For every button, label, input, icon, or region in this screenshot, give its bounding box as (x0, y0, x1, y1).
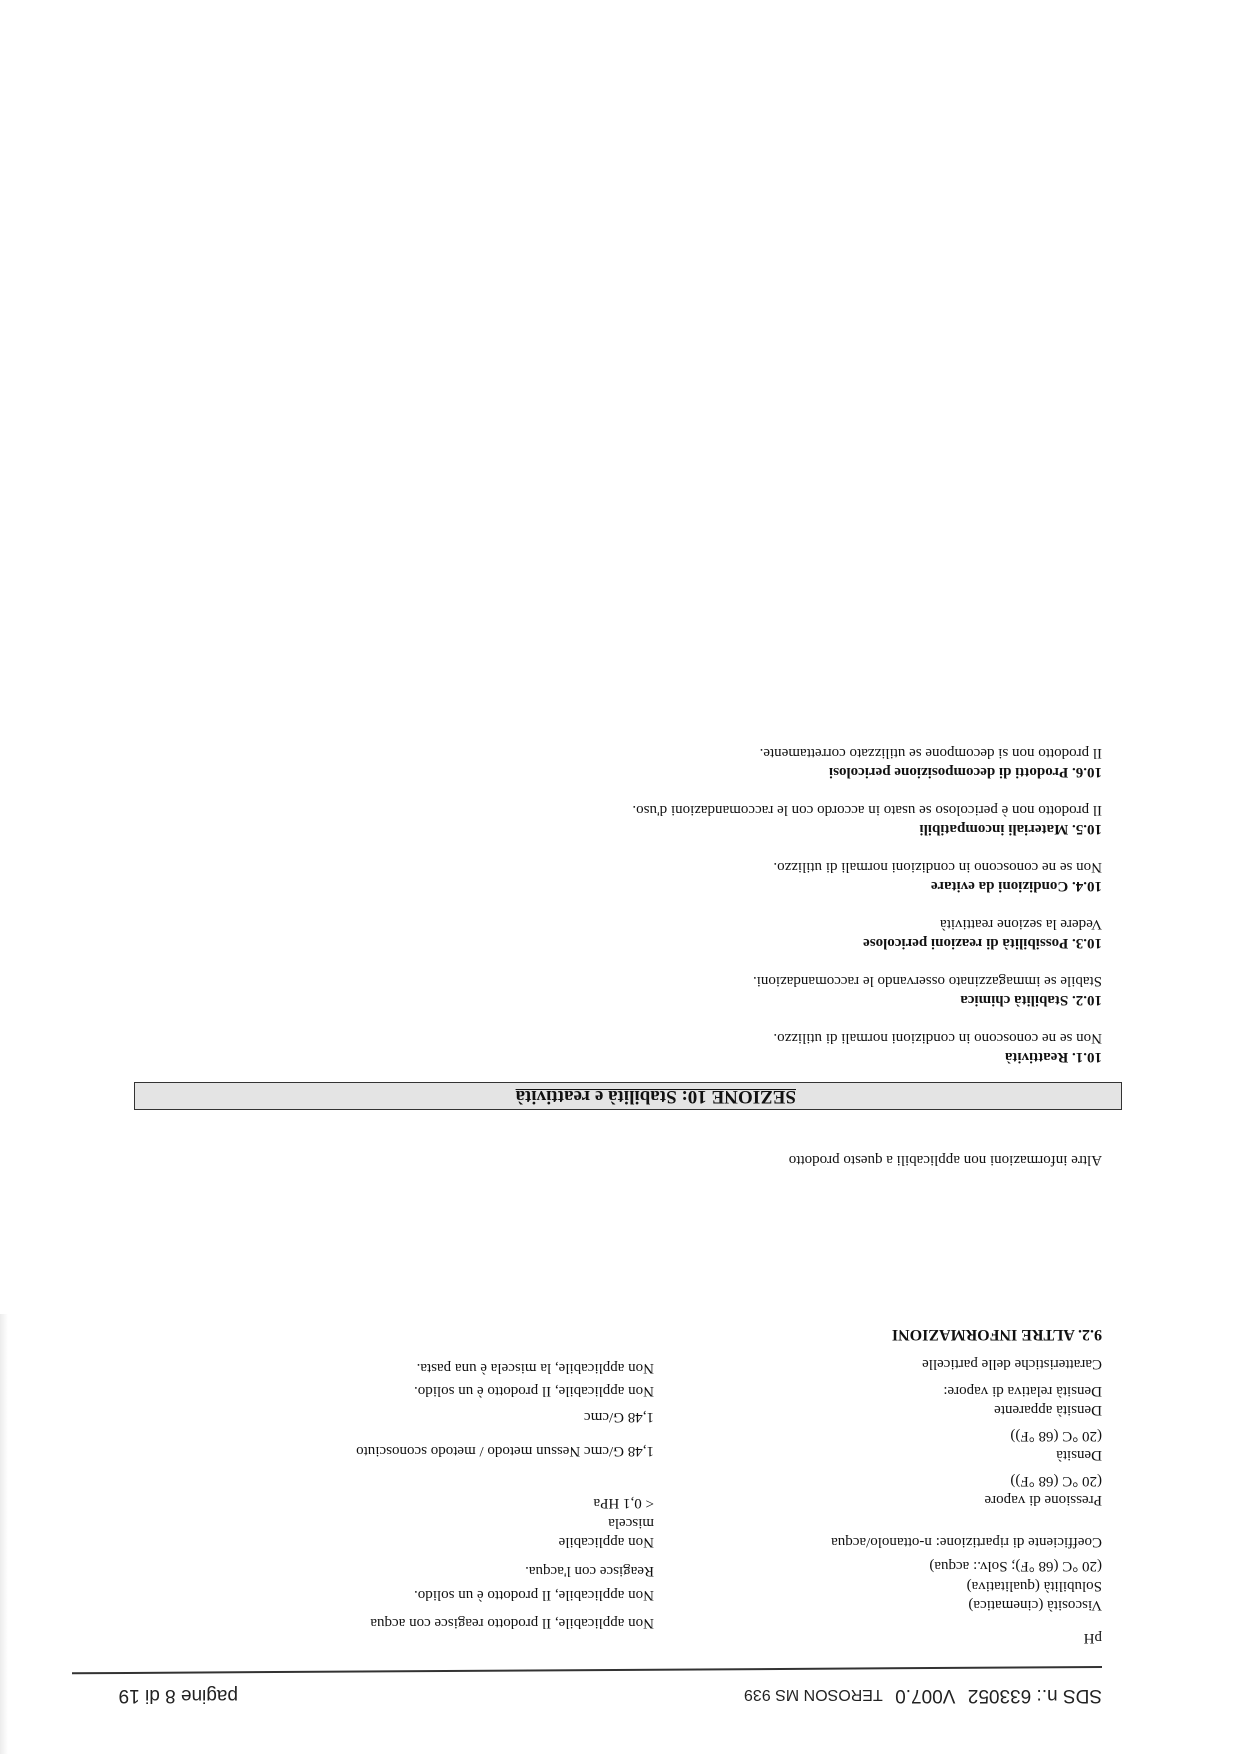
property-label: Caratteristiche delle particelle (922, 1356, 1102, 1372)
document-header (744, 1684, 1102, 1706)
property-value: 1,48 G/cmc (584, 1409, 654, 1425)
property-value: miscela (608, 1515, 654, 1531)
header-rule (72, 1666, 1102, 1674)
property-label: (20 °C (68 °F); Solv.: acqua) (929, 1558, 1102, 1574)
product-name: TEROSON MS 939 (744, 1686, 883, 1703)
section-10-3-heading: 10.3. Possibilità di reazioni pericolose (863, 935, 1102, 951)
property-label: Densità apparente (994, 1402, 1102, 1418)
property-value: Non applicabile, Il prodotto reagisce con acqua (370, 1615, 654, 1631)
property-label: Densità (1056, 1447, 1102, 1463)
property-label: pH (1083, 1630, 1102, 1646)
version: V007.0 (895, 1685, 956, 1706)
property-value: Non applicabile (558, 1534, 654, 1550)
section-10-5-text: Il prodotto non è pericoloso se usato in accordo con le raccomandazioni d'uso. (632, 802, 1102, 818)
property-value: 1,48 G/cmc Nessun metodo / metodo sconosciuto (356, 1443, 654, 1459)
property-value: Non applicabile, Il prodotto è un solido. (414, 1587, 654, 1603)
page-number: pagine 8 di 19 (118, 1685, 238, 1706)
property-label: Pressione di vapore (984, 1492, 1102, 1508)
section-10-4-text: Non se ne conoscono in condizioni normali di utilizzo. (773, 859, 1102, 875)
property-label: Solubilità (qualitativa) (966, 1578, 1102, 1594)
scan-edge-shadow (0, 1314, 8, 1754)
section-10-4-heading: 10.4. Condizioni da evitare (931, 878, 1102, 894)
section-10-1-text: Non se ne conoscono in condizioni normali di utilizzo. (773, 1030, 1102, 1046)
section-10-2-heading: 10.2. Stabilità chimica (960, 992, 1102, 1008)
property-value: Non applicabile, la miscela è una pasta. (416, 1360, 654, 1376)
section-10-1-heading: 10.1. Reattività (1004, 1049, 1102, 1065)
section-10-6-heading: 10.6. Prodotti di decomposizione pericolosi (828, 764, 1102, 780)
property-label: Viscosità (cinematica) (968, 1597, 1102, 1613)
property-label: Densità relativa di vapore: (943, 1383, 1102, 1399)
property-label: (20 °C (68 °F)) (1010, 1428, 1102, 1444)
section-10-title: SEZIONE 10: Stabilità e reattività (515, 1086, 796, 1107)
property-label: (20 °C (68 °F)) (1010, 1473, 1102, 1489)
property-value: Reagisce con l'acqua. (525, 1563, 654, 1579)
property-value: Non applicabile, Il prodotto è un solido. (414, 1383, 654, 1399)
property-label: Coefficiente di ripartizione: n-ottanolo/acqua (831, 1534, 1102, 1550)
section-9-2-heading: 9.2. ALTRE INFORMAZIONI (891, 1326, 1102, 1343)
section-10-title-box (134, 1082, 1122, 1110)
section-10-3-text: Vedere la sezione reattività (940, 916, 1102, 932)
sds-number: SDS n.: 633052 (967, 1685, 1102, 1706)
section-10-2-text: Stabile se immagazzinato osservando le raccomandazioni. (752, 973, 1102, 989)
section-10-6-text: Il prodotto non si decompone se utilizzato correttamente. (759, 745, 1102, 761)
section-10-5-heading: 10.5. Materiali incompatibili (919, 821, 1102, 837)
section-9-2-text: Altre informazioni non applicabili a questo prodotto (788, 1152, 1102, 1168)
property-value: < 0,1 HPa (593, 1495, 654, 1511)
